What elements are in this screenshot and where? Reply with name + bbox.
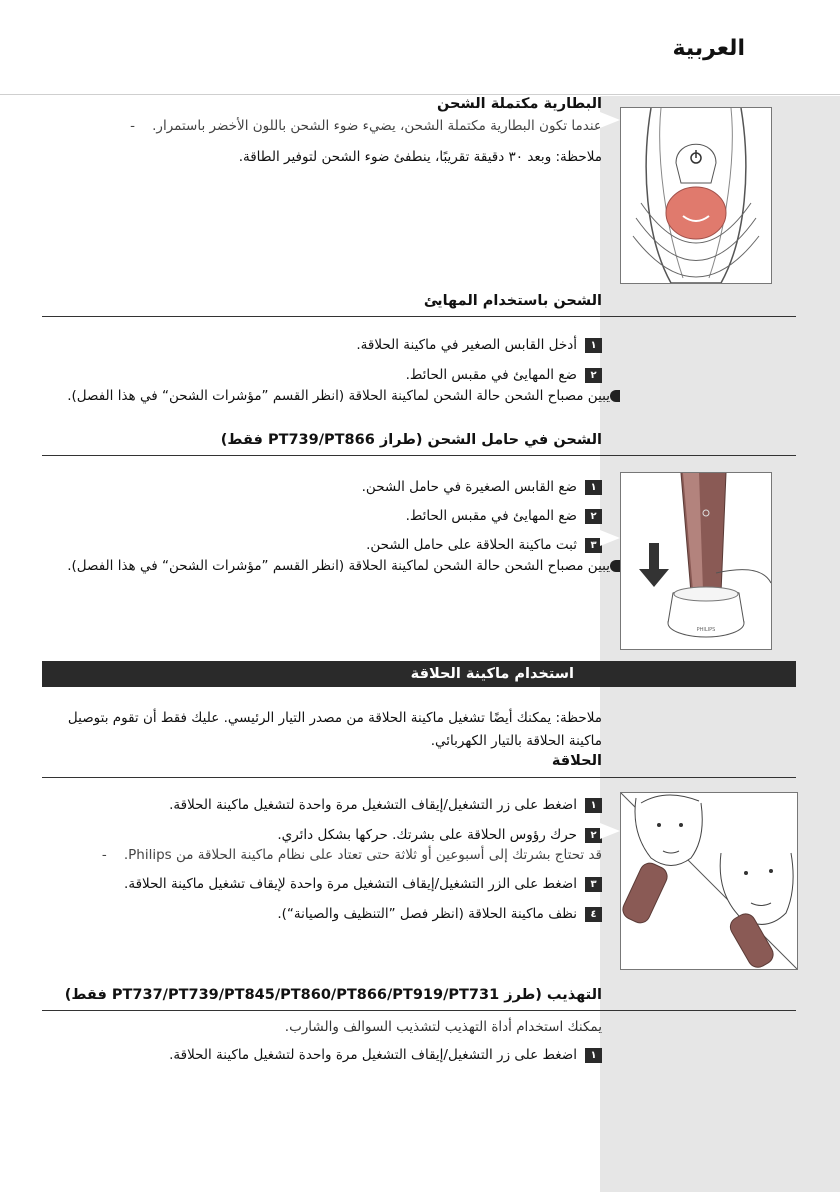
step-text: اضغط على زر التشغيل/إيقاف التشغيل مرة واحدة لتشغيل ماكينة الحلاقة. — [169, 797, 577, 813]
info-marker-icon — [610, 560, 620, 572]
step-number: ٢ — [585, 828, 602, 843]
dash-marker: - — [101, 847, 107, 863]
stand-step-1 — [362, 478, 602, 497]
stand-info — [50, 556, 610, 576]
shaver-in-stand-illustration — [620, 472, 772, 650]
illustration-pointer — [600, 112, 620, 128]
using-note: ملاحظة: يمكنك أيضًا تشغيل ماكينة الحلاقة من مصدر التيار الرئيسي. عليك فقط أن تقوم بتوصيل ماكينة الحلاقة بالتيار الكهربائي. — [67, 710, 602, 749]
shaving-faces-illustration — [620, 792, 798, 970]
step-text: حرك رؤوس الحلاقة على بشرتك. حركها بشكل دائري. — [277, 827, 577, 843]
illustration-pointer — [600, 823, 620, 839]
using-shaver-banner — [42, 661, 796, 687]
battery-full-heading: البطارية مكتملة الشحن — [436, 96, 602, 112]
adapter-info-text: يبين مصباح الشحن حالة الشحن لماكينة الحلاقة (انظر القسم ”مؤشرات الشحن“ في هذا الفصل). — [67, 388, 610, 404]
trimming-step-1 — [169, 1046, 602, 1065]
section-rule — [42, 777, 796, 778]
step-number: ١ — [585, 338, 602, 353]
section-rule — [42, 316, 796, 317]
adapter-step-1 — [356, 336, 602, 355]
adapter-step-2 — [406, 366, 602, 385]
adapter-info — [50, 386, 610, 406]
shaving-heading: الحلاقة — [551, 753, 602, 769]
step-number: ٣ — [585, 877, 602, 892]
charging-adapter-heading: الشحن باستخدام المهايئ — [423, 293, 602, 309]
dash-marker: - — [130, 118, 136, 134]
shaving-step-2 — [277, 826, 602, 845]
step-text: ضع المهايئ في مقبس الحائط. — [405, 367, 577, 383]
banner-title: استخدام ماكينة الحلاقة — [410, 666, 574, 682]
stand-info-text: يبين مصباح الشحن حالة الشحن لماكينة الحلاقة (انظر القسم ”مؤشرات الشحن“ في هذا الفصل). — [67, 558, 610, 574]
shaving-step-1 — [169, 796, 602, 815]
shaving-step-3 — [124, 875, 602, 894]
down-arrow-icon — [649, 543, 659, 569]
shaving-bullet-text: قد تحتاج بشرتك إلى أسبوعين أو ثلاثة حتى تعتاد على نظام ماكينة الحلاقة من Philips. — [123, 847, 602, 863]
shaving-step-4 — [277, 905, 602, 924]
battery-full-bullet — [130, 117, 602, 136]
section-rule — [42, 455, 796, 456]
illustration-pointer — [600, 530, 620, 546]
battery-full-bullet-text: عندما تكون البطارية مكتملة الشحن، يضيء ضوء الشحن باللون الأخضر باستمرار. — [152, 118, 602, 134]
step-text: ثبت ماكينة الحلاقة على حامل الشحن. — [366, 537, 577, 553]
header-divider — [0, 94, 840, 95]
trimming-heading: التهذيب (طرز PT737/PT739/PT845/PT860/PT866/PT919/PT731 فقط) — [64, 987, 602, 1003]
battery-full-note: ملاحظة: وبعد ٣٠ دقيقة تقريبًا، ينطفئ ضوء الشحن لتوفير الطاقة. — [238, 149, 602, 165]
step-text: اضغط على الزر التشغيل/إيقاف التشغيل مرة واحدة لإيقاف تشغيل ماكينة الحلاقة. — [124, 876, 577, 892]
stand-step-3 — [366, 536, 602, 555]
shaver-stand-drawing — [621, 473, 771, 649]
step-number: ٤ — [585, 907, 602, 922]
trimming-intro: يمكنك استخدام أداة التهذيب لتشذيب السوالف والشارب. — [284, 1019, 602, 1035]
step-number: ١ — [585, 1048, 602, 1063]
charging-stand-heading: الشحن في حامل الشحن (طراز PT739/PT866 فقط) — [220, 432, 602, 448]
step-number: ١ — [585, 480, 602, 495]
step-number: ٢ — [585, 509, 602, 524]
stand-step-2 — [406, 507, 602, 526]
shaver-charge-light-illustration — [620, 107, 772, 284]
step-text: أدخل القابس الصغير في ماكينة الحلاقة. — [356, 337, 577, 353]
step-text: ضع المهايئ في مقبس الحائط. — [405, 508, 577, 524]
shaver-top-drawing — [621, 108, 771, 283]
section-rule — [42, 1010, 796, 1011]
info-marker-icon — [610, 390, 620, 402]
svg-text:PHILIPS: PHILIPS — [696, 627, 716, 633]
step-number: ٣ — [585, 538, 602, 553]
step-number: ٢ — [585, 368, 602, 383]
shaving-bullet — [101, 846, 602, 865]
step-number: ١ — [585, 798, 602, 813]
step-text: اضغط على زر التشغيل/إيقاف التشغيل مرة واحدة لتشغيل ماكينة الحلاقة. — [169, 1047, 577, 1063]
step-text: ضع القابس الصغيرة في حامل الشحن. — [361, 479, 577, 495]
step-text: نظف ماكينة الحلاقة (انظر فصل ”التنظيف والصيانة“). — [277, 906, 577, 922]
page-title: العربية — [672, 36, 745, 61]
shaving-faces-drawing — [621, 793, 797, 969]
